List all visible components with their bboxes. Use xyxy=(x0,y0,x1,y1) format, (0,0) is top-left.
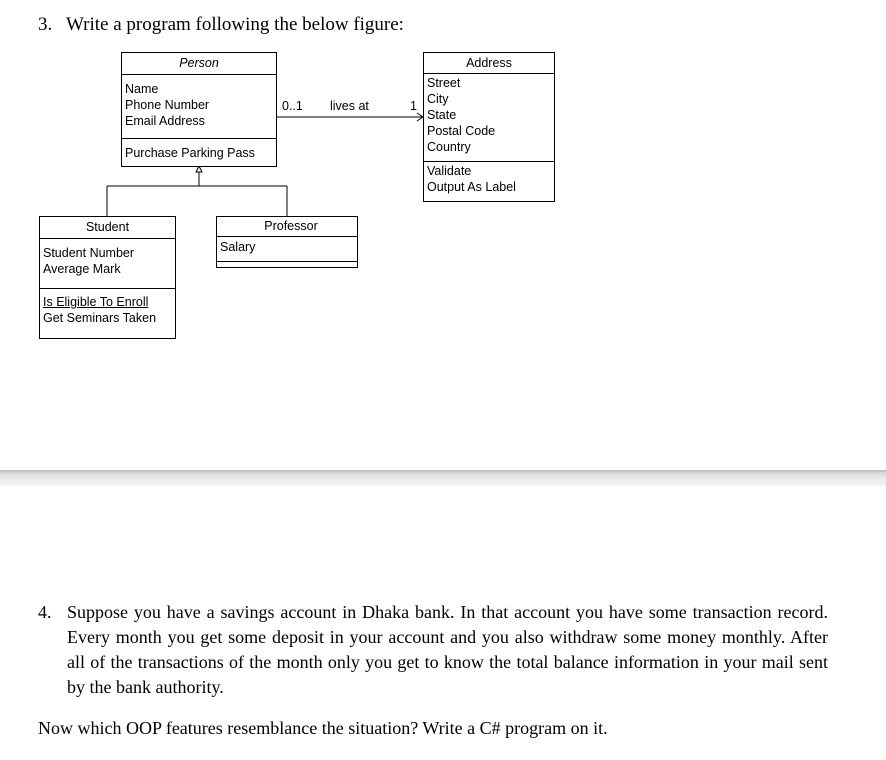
address-attributes xyxy=(424,74,554,162)
question-4-number: 4. xyxy=(38,602,52,622)
multiplicity-right: 1 xyxy=(410,99,417,113)
person-attr: Phone Number xyxy=(125,98,210,112)
address-op: Validate xyxy=(427,164,472,178)
student-op: Is Eligible To Enroll xyxy=(43,295,149,309)
class-person xyxy=(121,52,277,167)
person-attributes xyxy=(122,75,276,139)
student-op: Get Seminars Taken xyxy=(43,311,157,325)
address-attr: Postal Code xyxy=(427,124,496,138)
association-label: lives at xyxy=(330,99,369,113)
professor-operations xyxy=(217,262,357,267)
professor-class-name: Professor xyxy=(217,217,357,237)
question-4-text: Suppose you have a savings account in Dhaka bank. In that account you have some transaction record. Every month you get some deposit in your account and you also withdraw some money monthly. After all of the transactions of the month only you get to know the total balance information in your mail sent by the bank authority. xyxy=(67,602,828,697)
class-student xyxy=(39,216,176,339)
multiplicity-left: 0..1 xyxy=(282,99,303,113)
student-class-name: Student xyxy=(40,217,175,239)
student-attr: Average Mark xyxy=(43,262,121,276)
address-attr: Country xyxy=(427,140,471,154)
person-attr: Name xyxy=(125,82,159,96)
question-3-number: 3. xyxy=(38,14,53,35)
address-attr: State xyxy=(427,108,457,122)
address-attr: City xyxy=(427,92,449,106)
address-attr: Street xyxy=(427,76,461,90)
student-attr: Student Number xyxy=(43,246,135,260)
class-professor xyxy=(216,216,358,268)
address-op: Output As Label xyxy=(427,180,516,194)
address-class-name: Address xyxy=(424,53,554,74)
student-operations xyxy=(40,289,175,328)
professor-attr: Salary xyxy=(220,240,256,254)
person-op: Purchase Parking Pass xyxy=(125,146,255,160)
professor-attributes xyxy=(217,237,357,262)
person-attr: Email Address xyxy=(125,114,205,128)
page-break xyxy=(0,470,886,486)
class-address xyxy=(423,52,555,202)
person-operations xyxy=(122,139,276,163)
student-attributes xyxy=(40,239,175,289)
question-4-followup: Now which OOP features resemblance the situation? Write a C# program on it. xyxy=(38,718,608,738)
page-bottom xyxy=(0,486,886,760)
address-operations xyxy=(424,162,554,197)
question-3-text: Write a program following the below figure: xyxy=(66,14,404,35)
question-4 xyxy=(38,600,828,700)
person-class-name: Person xyxy=(122,53,276,75)
